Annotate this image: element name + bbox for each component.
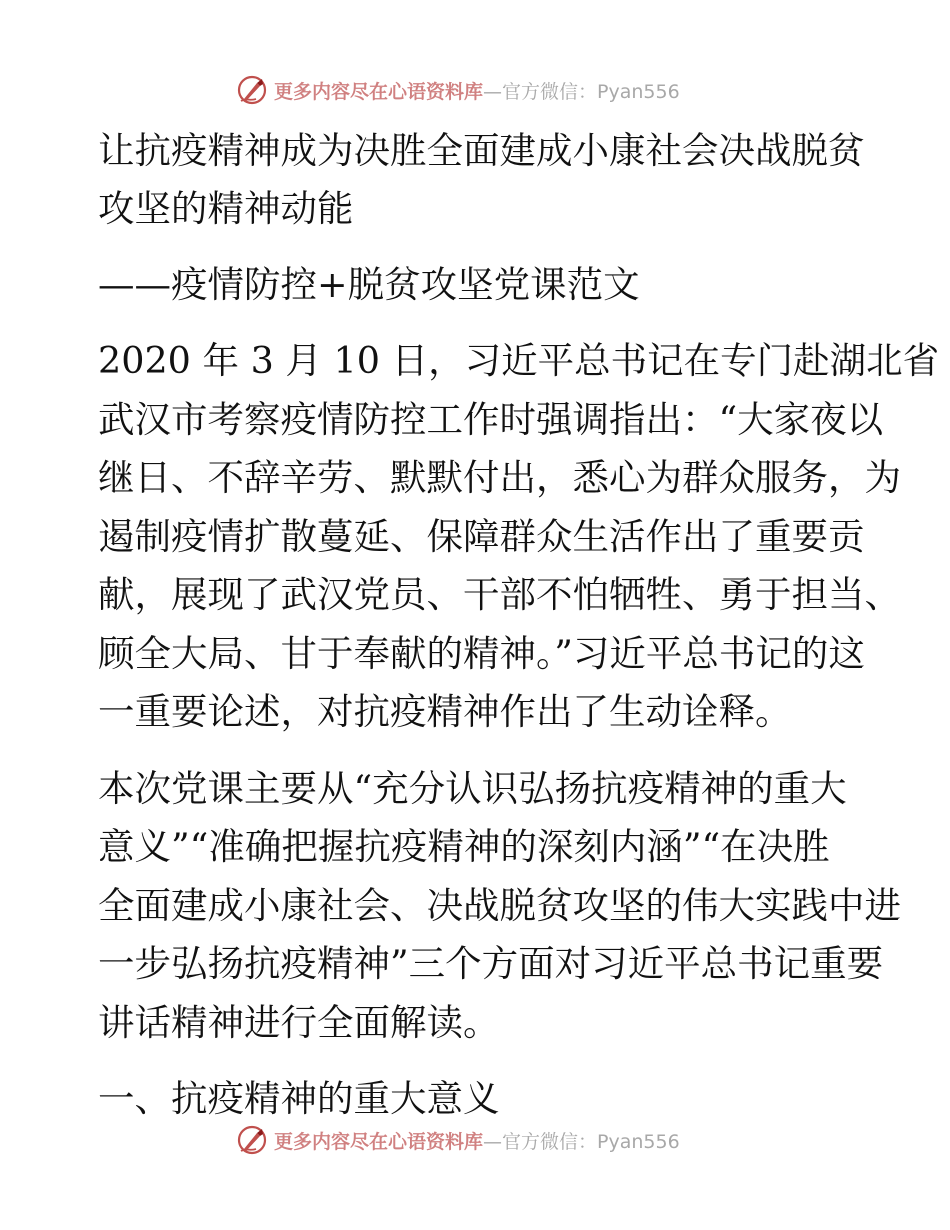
wechat-contact: —官方微信：Pyan556: [483, 80, 680, 103]
paragraph-2: [98, 760, 901, 1053]
document-subtitle: ——疫情防控+脱贫攻坚党课范文: [98, 263, 640, 306]
title-line: 让抗疫精神成为决胜全面建成小康社会决战脱贫: [98, 129, 865, 172]
text-line: 意义”“准确把握抗疫精神的深刻内涵”“在决胜: [98, 825, 830, 868]
text-line: 遏制疫情扩散蔓延、保障群众生活作出了重要贡: [98, 514, 865, 558]
text-line: 全面建成小康社会、决战脱贫攻坚的伟大实践中进: [98, 883, 901, 927]
quill-pen-logo-icon: [236, 1124, 268, 1156]
text-line: 一重要论述，对抗疫精神作出了生动诠释。: [98, 690, 792, 733]
header-banner: [236, 72, 680, 108]
paragraph-1: [98, 332, 940, 742]
text-line: 继日、不辞辛劳、默默付出，悉心为群众服务，为: [98, 456, 901, 499]
text-line: 讲话精神进行全面解读。: [98, 1000, 500, 1044]
section-heading-1: 一、抗疫精神的重大意义: [98, 1077, 500, 1120]
document-body: [98, 122, 940, 1128]
footer-banner: [236, 1122, 680, 1158]
quill-pen-logo-icon: [236, 74, 268, 106]
text-line: 2020 年 3 月 10 日，习近平总书记在专门赴湖北省: [98, 339, 940, 382]
document-title: [98, 122, 868, 238]
text-line: 献，展现了武汉党员、干部不怕牺牲、勇于担当、: [98, 573, 901, 616]
text-line: 顾全大局、甘于奉献的精神。”习近平总书记的这: [98, 631, 865, 675]
library-name: 更多内容尽在心语资料库: [274, 1130, 484, 1153]
title-line: 攻坚的精神动能: [98, 187, 354, 230]
text-line: 本次党课主要从“充分认识弘扬抗疫精神的重大: [98, 766, 847, 810]
text-line: 武汉市考察疫情防控工作时强调指出：“大家夜以: [98, 397, 884, 441]
text-line: 一步弘扬抗疫精神”三个方面对习近平总书记重要: [98, 942, 884, 985]
wechat-contact: —官方微信：Pyan556: [483, 1130, 680, 1153]
library-name: 更多内容尽在心语资料库: [274, 80, 484, 103]
